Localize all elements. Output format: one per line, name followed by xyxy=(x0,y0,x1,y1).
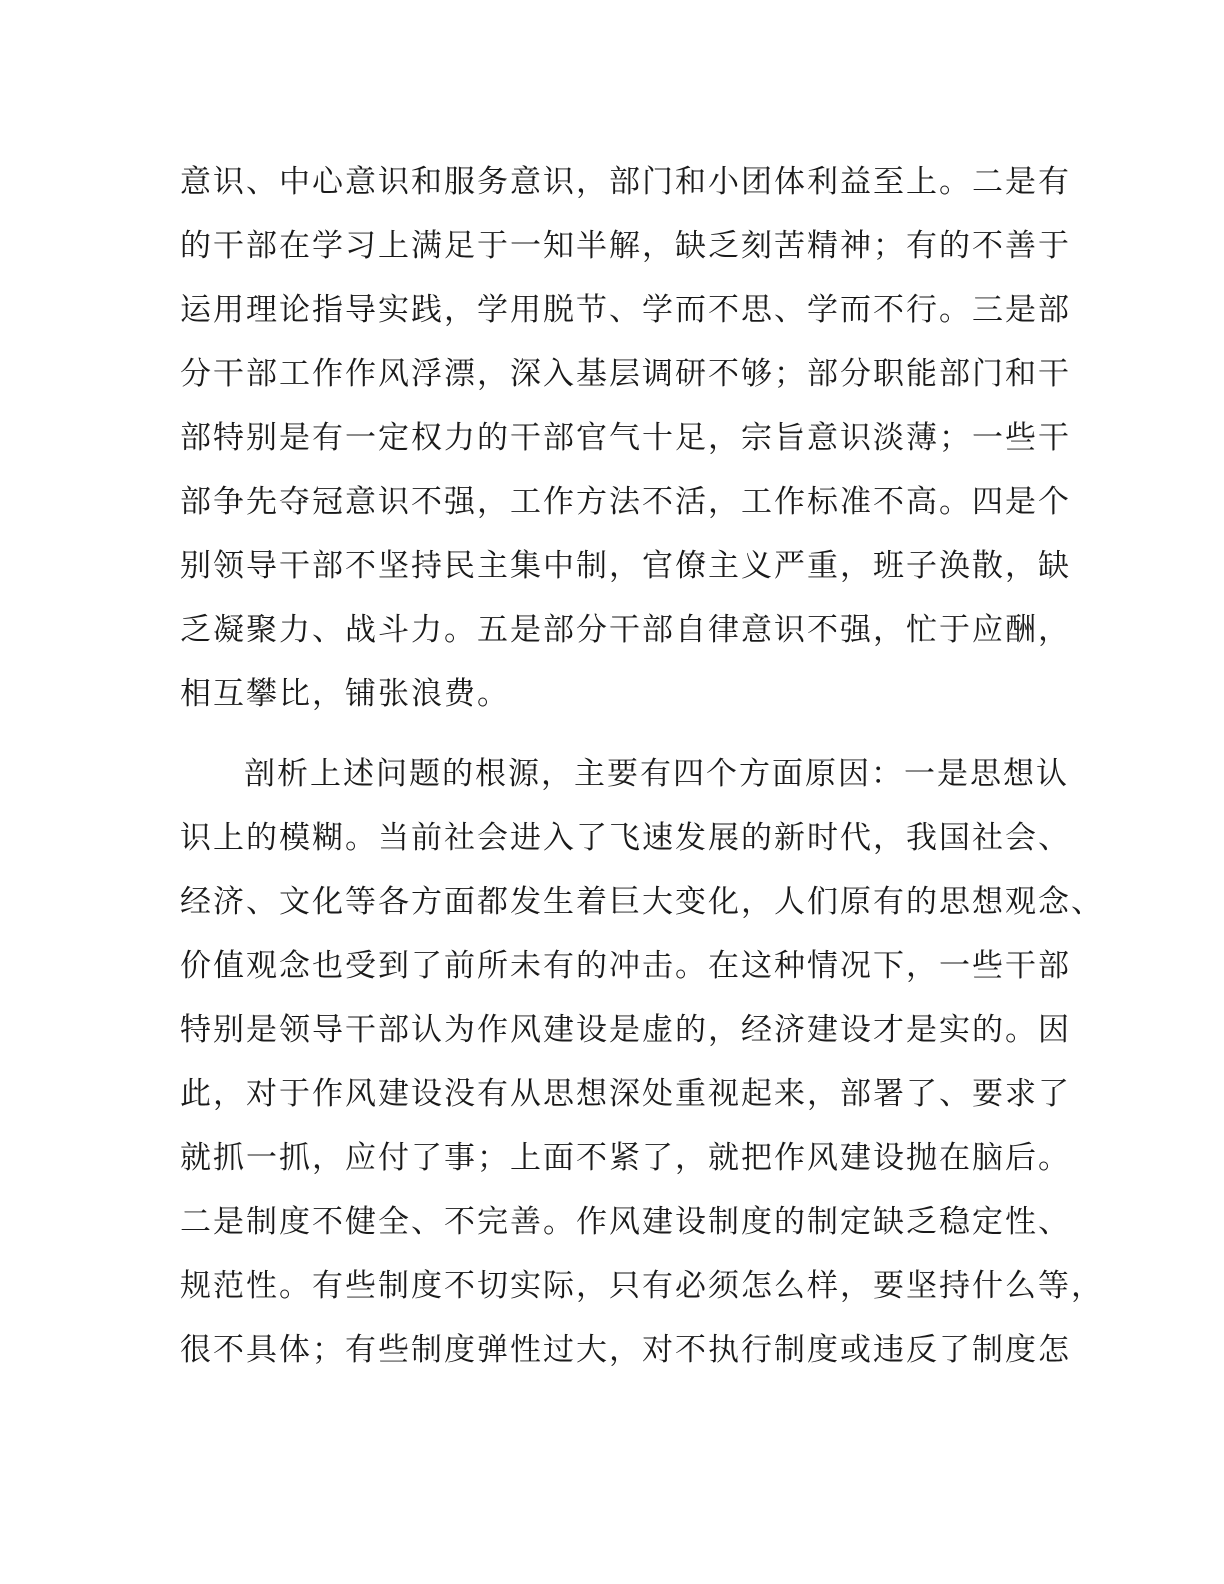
paragraph-line: 价值观念也受到了前所未有的冲击。在这种情况下，一些干部 xyxy=(180,948,1071,984)
paragraph-line: 很不具体；有些制度弹性过大，对不执行制度或违反了制度怎 xyxy=(180,1332,1071,1368)
paragraph-line: 此，对于作风建设没有从思想深处重视起来，部署了、要求了 xyxy=(180,1076,1071,1112)
paragraph-line: 识上的模糊。当前社会进入了飞速发展的新时代，我国社会、 xyxy=(180,820,1071,856)
paragraph-line: 二是制度不健全、不完善。作风建设制度的制定缺乏稳定性、 xyxy=(180,1204,1071,1240)
paragraph-line: 的干部在学习上满足于一知半解，缺乏刻苦精神；有的不善于 xyxy=(180,228,1071,264)
paragraph-line: 部争先夺冠意识不强，工作方法不活，工作标准不高。四是个 xyxy=(180,484,1071,520)
paragraph-line: 运用理论指导实践，学用脱节、学而不思、学而不行。三是部 xyxy=(180,292,1071,328)
paragraph-line: 别领导干部不坚持民主集中制，官僚主义严重，班子涣散，缺 xyxy=(180,548,1071,584)
paragraph-line: 经济、文化等各方面都发生着巨大变化，人们原有的思想观念、 xyxy=(180,884,1104,920)
paragraph-line: 相互攀比，铺张浪费。 xyxy=(180,676,510,712)
paragraph-line: 特别是领导干部认为作风建设是虚的，经济建设才是实的。因 xyxy=(180,1012,1071,1048)
paragraph-line: 部特别是有一定权力的干部官气十足，宗旨意识淡薄；一些干 xyxy=(180,420,1071,456)
paragraph-2 xyxy=(180,742,1104,1382)
paragraph-line: 规范性。有些制度不切实际，只有必须怎么样，要坚持什么等， xyxy=(180,1268,1104,1304)
paragraph-line: 乏凝聚力、战斗力。五是部分干部自律意识不强，忙于应酬， xyxy=(180,612,1071,648)
paragraph-line: 意识、中心意识和服务意识，部门和小团体利益至上。二是有 xyxy=(180,164,1071,200)
paragraph-1 xyxy=(180,150,1071,726)
paragraph-first-line: 剖析上述问题的根源，主要有四个方面原因：一是思想认 xyxy=(244,756,1069,792)
paragraph-line: 就抓一抓，应付了事；上面不紧了，就把作风建设抛在脑后。 xyxy=(180,1140,1071,1176)
paragraph-line: 分干部工作作风浮漂，深入基层调研不够；部分职能部门和干 xyxy=(180,356,1071,392)
